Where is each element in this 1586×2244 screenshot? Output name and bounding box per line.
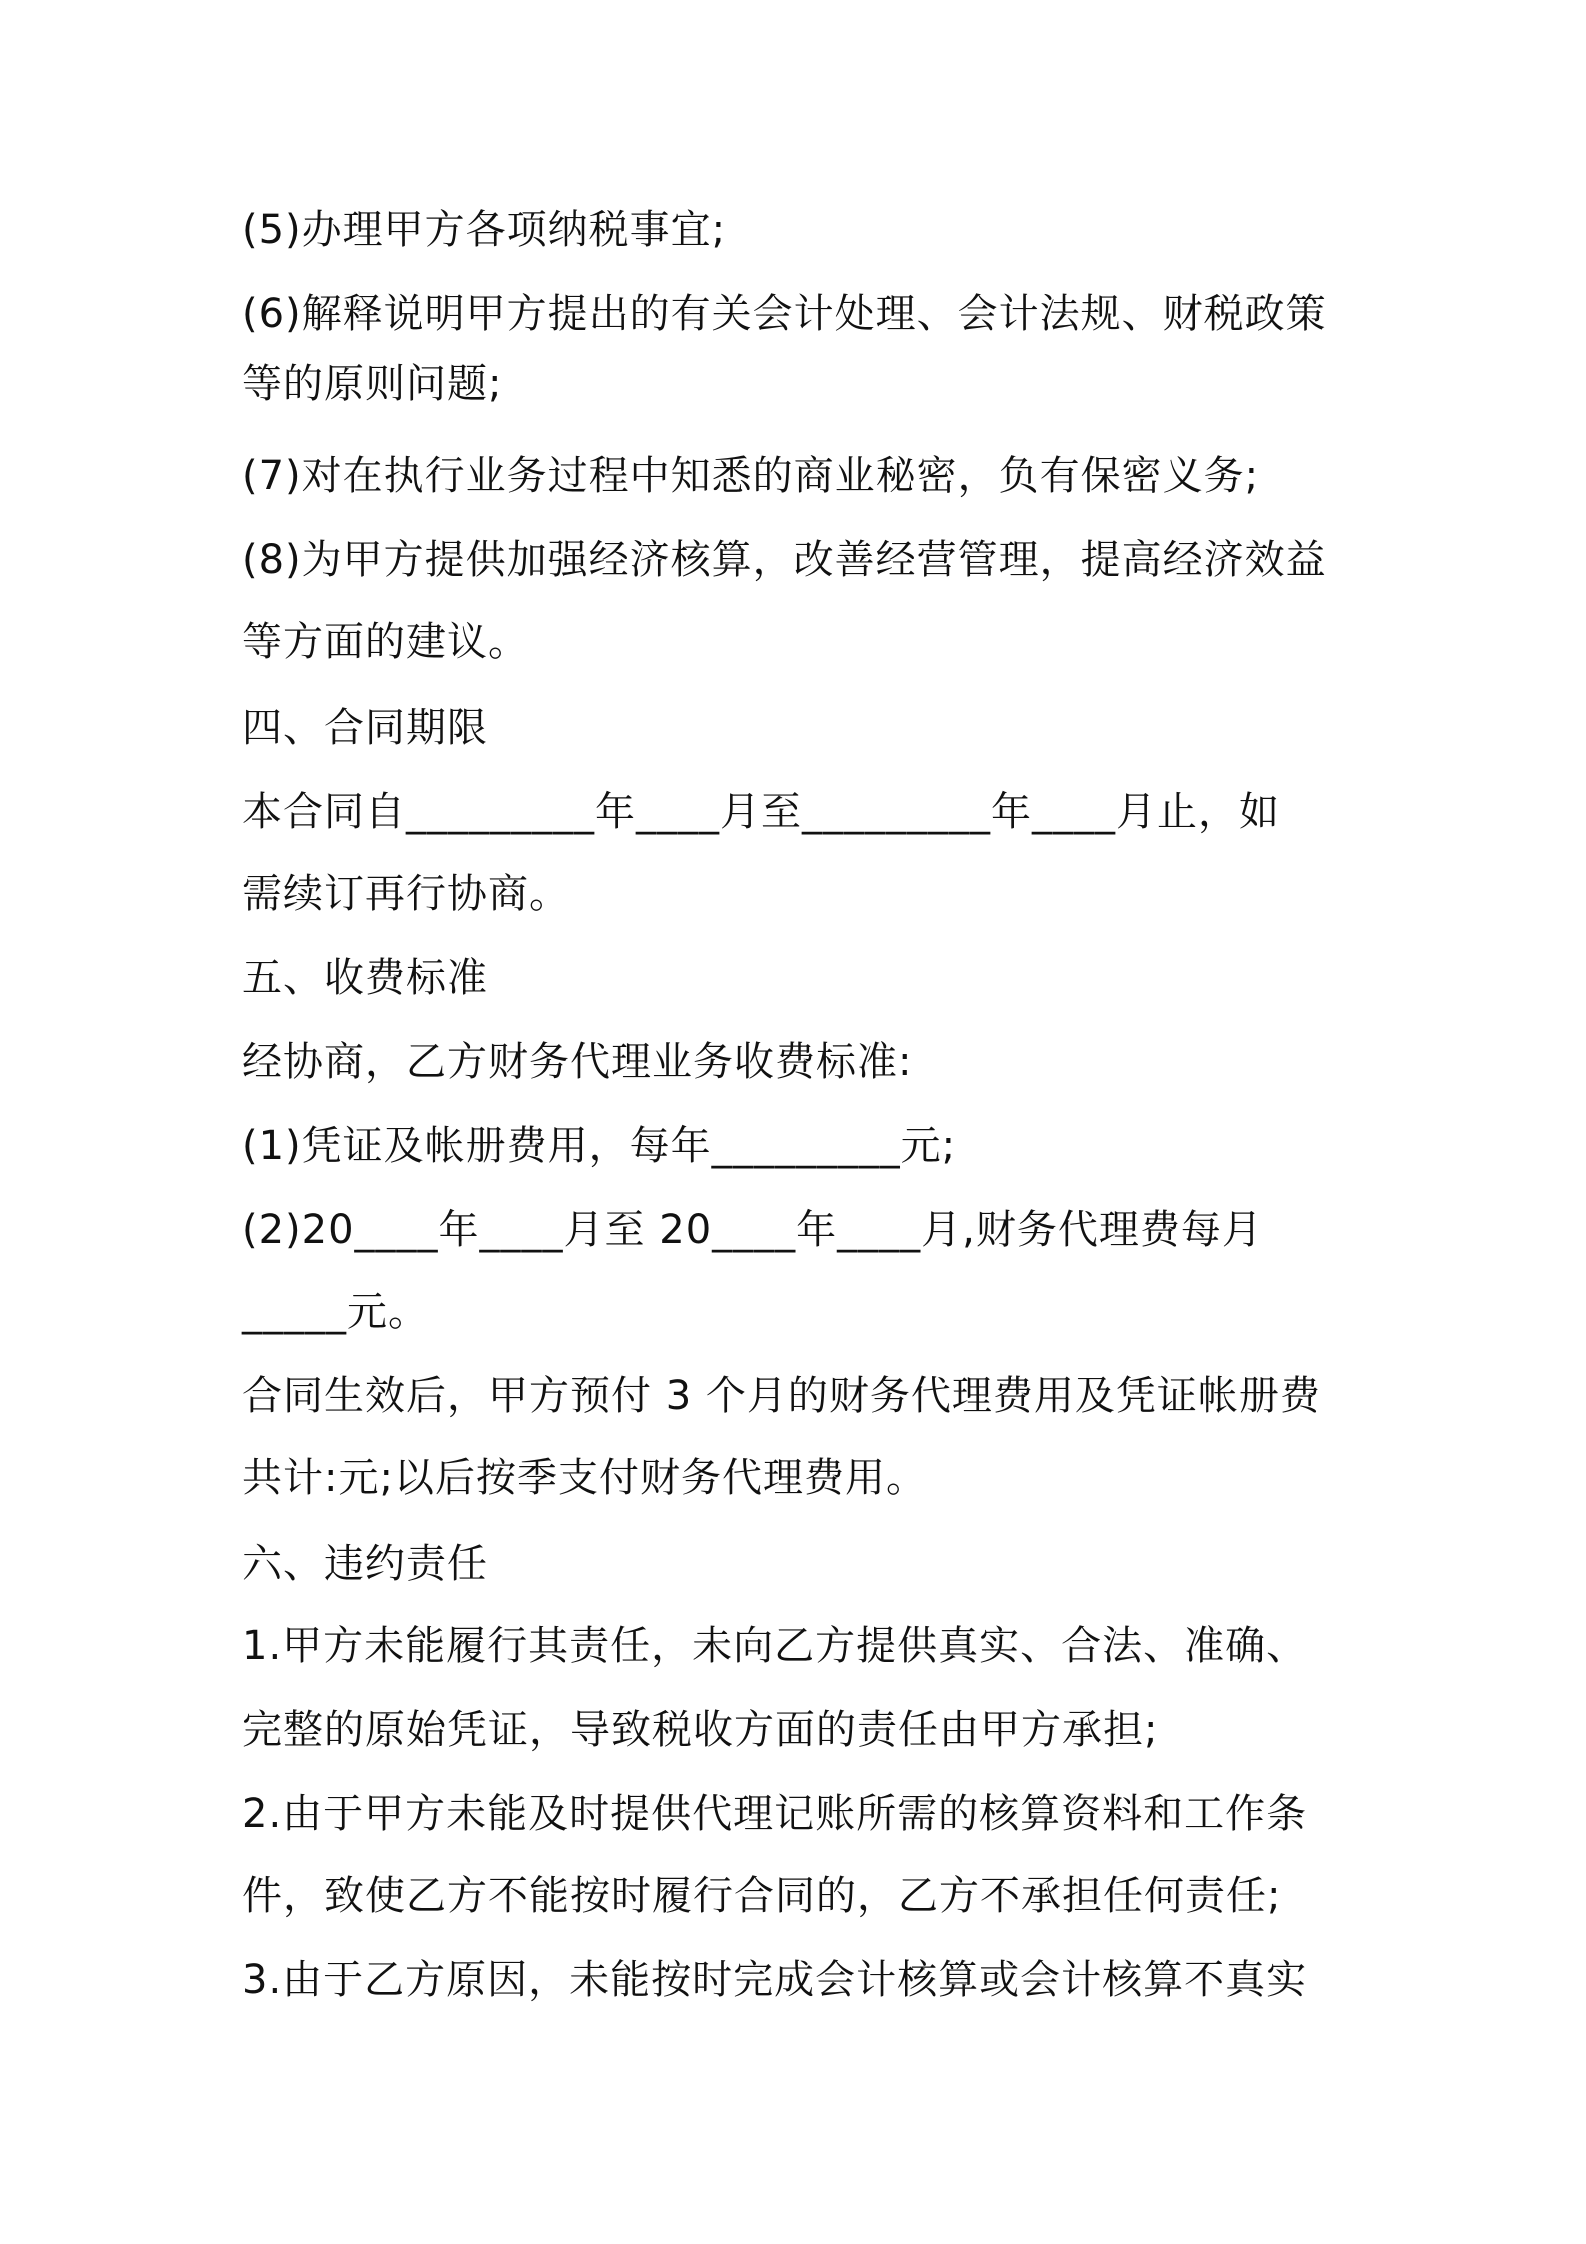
- liability-2-line-2: 件，致使乙方不能按时履行合同的，乙方不承担任何责任;: [242, 1873, 1282, 1919]
- term-line-1: 本合同自_________年____月至_________年____月止，如: [242, 789, 1280, 835]
- prepayment-line-1: 合同生效后，甲方预付 3 个月的财务代理费用及凭证帐册费: [242, 1373, 1321, 1419]
- section-heading-6: 六、违约责任: [242, 1541, 488, 1587]
- liability-1-line-1: 1.甲方未能履行其责任，未向乙方提供真实、合法、准确、: [242, 1623, 1308, 1669]
- liability-1-line-2: 完整的原始凭证，导致税收方面的责任由甲方承担;: [242, 1707, 1159, 1753]
- clause-8-line-2: 等方面的建议。: [242, 619, 529, 665]
- clause-7: (7)对在执行业务过程中知悉的商业秘密，负有保密义务;: [242, 453, 1260, 499]
- clause-6-line-2: 等的原则问题;: [242, 361, 503, 407]
- section-heading-4: 四、合同期限: [242, 705, 488, 751]
- clause-8-line-1: (8)为甲方提供加强经济核算，改善经营管理，提高经济效益: [242, 537, 1327, 583]
- fee-item-2-line-1: (2)20____年____月至 20____年____月,财务代理费每月: [242, 1207, 1263, 1253]
- fee-item-1: (1)凭证及帐册费用，每年_________元;: [242, 1123, 957, 1169]
- clause-5: (5)办理甲方各项纳税事宜;: [242, 207, 727, 253]
- term-line-2: 需续订再行协商。: [242, 871, 570, 917]
- fee-intro: 经协商，乙方财务代理业务收费标准:: [242, 1039, 913, 1085]
- liability-2-line-1: 2.由于甲方未能及时提供代理记账所需的核算资料和工作条: [242, 1791, 1308, 1837]
- section-heading-5: 五、收费标准: [242, 955, 488, 1001]
- fee-item-2-line-2: _____元。: [242, 1289, 429, 1335]
- clause-6-line-1: (6)解释说明甲方提出的有关会计处理、会计法规、财税政策: [242, 291, 1327, 337]
- prepayment-line-2: 共计:元;以后按季支付财务代理费用。: [242, 1455, 927, 1501]
- liability-3-line-1: 3.由于乙方原因，未能按时完成会计核算或会计核算不真实: [242, 1957, 1308, 2003]
